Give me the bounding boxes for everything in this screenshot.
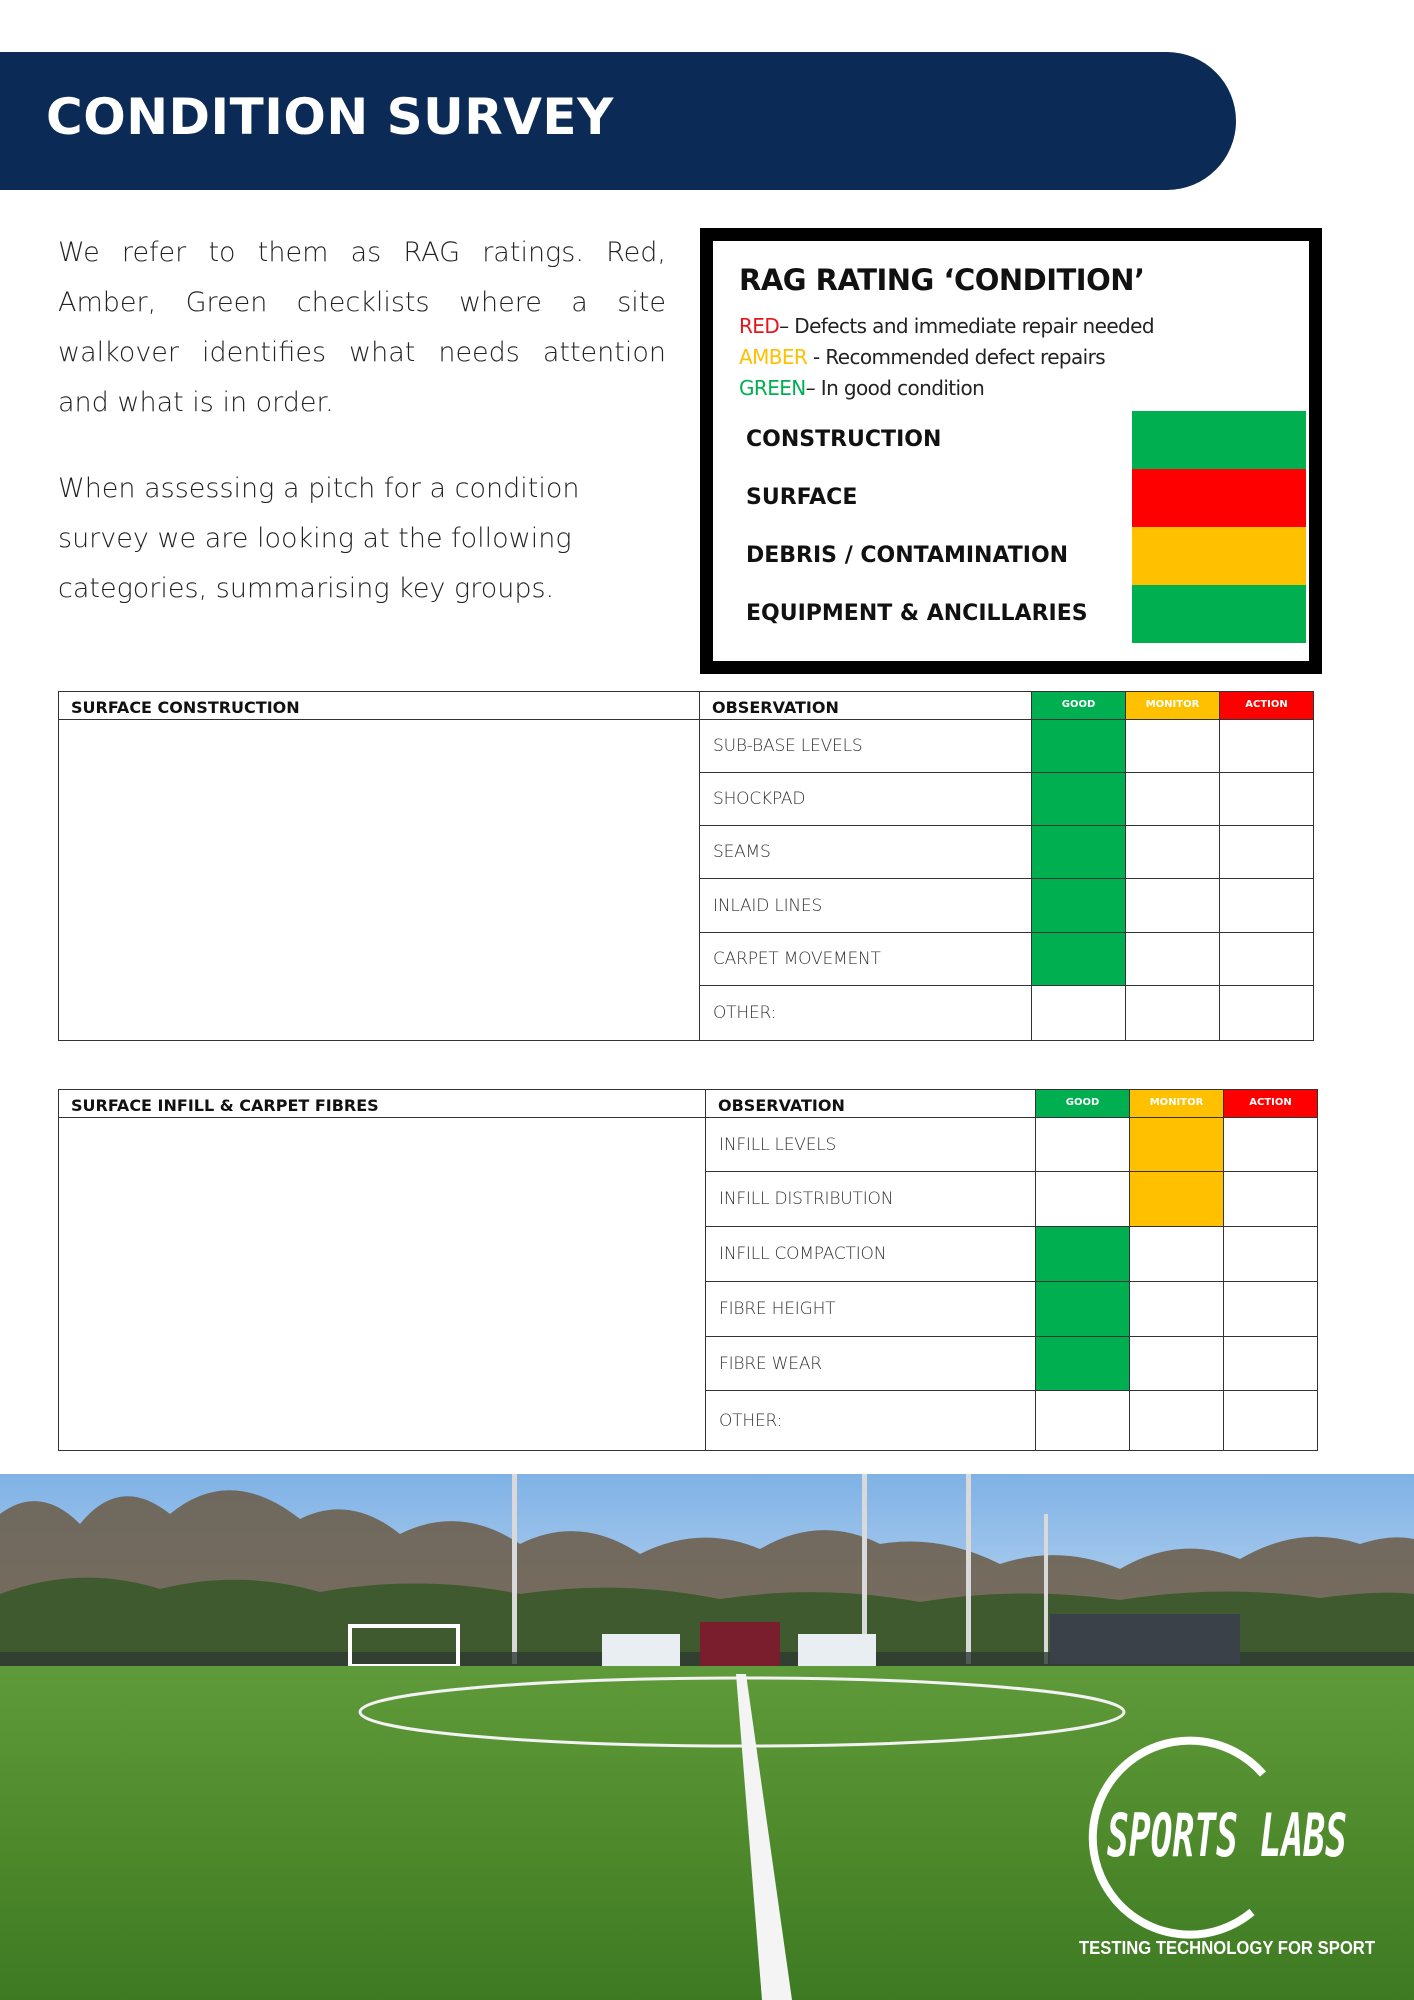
rag-category-row (713, 411, 1309, 469)
notes-cell[interactable] (59, 1118, 706, 1451)
rag-legend-red: RED– Defects and immediate repair needed (739, 314, 1154, 338)
monitor-header: MONITOR (1126, 692, 1220, 720)
rag-swatch (1132, 585, 1306, 643)
good-cell[interactable] (1032, 879, 1126, 933)
intro-paragraph-2: When assessing a pitch for a condition survey we are looking at the following categories, summarising key groups. (58, 473, 580, 604)
observation-cell: INFILL COMPACTION (706, 1227, 1036, 1282)
logo-name: SPORTS LABS (1107, 1801, 1347, 1871)
logo-tagline: TESTING TECHNOLOGY FOR SPORT (1079, 1938, 1376, 1958)
monitor-cell[interactable] (1130, 1337, 1224, 1391)
rag-category-label: CONSTRUCTION (746, 427, 942, 452)
surface-infill-table (58, 1089, 1318, 1451)
rag-swatch (1132, 469, 1306, 527)
good-cell[interactable] (1032, 986, 1126, 1041)
action-header: ACTION (1224, 1090, 1318, 1118)
notes-cell[interactable] (59, 720, 700, 1041)
action-cell[interactable] (1220, 879, 1314, 933)
observation-cell: FIBRE HEIGHT (706, 1282, 1036, 1337)
pitch-illustration (0, 1474, 1414, 2000)
good-cell[interactable] (1032, 826, 1126, 879)
observation-header: OBSERVATION (706, 1090, 1036, 1118)
dugout (798, 1634, 876, 1666)
good-cell[interactable] (1032, 720, 1126, 773)
action-cell[interactable] (1220, 986, 1314, 1041)
action-cell[interactable] (1220, 720, 1314, 773)
good-header: GOOD (1032, 692, 1126, 720)
action-cell[interactable] (1224, 1337, 1318, 1391)
floodlight-pole (1044, 1514, 1048, 1664)
action-cell[interactable] (1224, 1118, 1318, 1172)
observation-cell: SHOCKPAD (700, 773, 1032, 826)
rag-category-row (713, 469, 1309, 527)
observation-header: OBSERVATION (700, 692, 1032, 720)
action-cell[interactable] (1220, 933, 1314, 986)
stand (700, 1622, 780, 1666)
observation-cell: CARPET MOVEMENT (700, 933, 1032, 986)
rag-category-row (713, 585, 1309, 643)
observation-cell: SEAMS (700, 826, 1032, 879)
floodlight-pole (512, 1474, 517, 1664)
table-row (59, 720, 1314, 773)
rag-swatch (1132, 527, 1306, 585)
rag-legend (739, 311, 1154, 404)
monitor-cell[interactable] (1126, 986, 1220, 1041)
action-cell[interactable] (1224, 1391, 1318, 1451)
observation-cell: INFILL DISTRIBUTION (706, 1172, 1036, 1227)
action-cell[interactable] (1224, 1172, 1318, 1227)
rag-swatch (1132, 411, 1306, 469)
rag-rating-panel (700, 228, 1322, 674)
monitor-cell[interactable] (1126, 826, 1220, 879)
monitor-cell[interactable] (1126, 933, 1220, 986)
rag-legend-green: GREEN– In good condition (739, 376, 985, 400)
good-cell[interactable] (1036, 1282, 1130, 1337)
good-cell[interactable] (1036, 1337, 1130, 1391)
table-row (59, 1118, 1318, 1172)
action-cell[interactable] (1224, 1282, 1318, 1337)
good-cell[interactable] (1036, 1227, 1130, 1282)
monitor-cell[interactable] (1126, 773, 1220, 826)
pitch-photo (0, 1474, 1414, 2000)
rag-category-list (713, 411, 1309, 643)
good-cell[interactable] (1036, 1391, 1130, 1451)
table-title: SURFACE CONSTRUCTION (59, 692, 700, 720)
stand (1050, 1614, 1240, 1664)
observation-cell: INFILL LEVELS (706, 1118, 1036, 1172)
floodlight-pole (966, 1474, 971, 1664)
good-cell[interactable] (1032, 933, 1126, 986)
rag-category-row (713, 527, 1309, 585)
rag-category-label: SURFACE (746, 485, 858, 510)
header-banner (0, 52, 1236, 190)
observation-cell: SUB-BASE LEVELS (700, 720, 1032, 773)
table-header-row (59, 1090, 1318, 1118)
monitor-cell[interactable] (1126, 720, 1220, 773)
action-cell[interactable] (1220, 826, 1314, 879)
rag-title: RAG RATING ‘CONDITION’ (739, 263, 1145, 297)
monitor-cell[interactable] (1130, 1391, 1224, 1451)
good-cell[interactable] (1036, 1172, 1130, 1227)
observation-cell: OTHER: (700, 986, 1032, 1041)
good-header: GOOD (1036, 1090, 1130, 1118)
monitor-cell[interactable] (1130, 1172, 1224, 1227)
table-header-row (59, 692, 1314, 720)
action-header: ACTION (1220, 692, 1314, 720)
rag-legend-amber: AMBER - Recommended defect repairs (739, 345, 1106, 369)
page-title: CONDITION SURVEY (46, 88, 614, 146)
rag-category-label: DEBRIS / CONTAMINATION (746, 543, 1069, 568)
dugout (602, 1634, 680, 1666)
intro-text (58, 228, 666, 650)
action-cell[interactable] (1224, 1227, 1318, 1282)
table-title: SURFACE INFILL & CARPET FIBRES (59, 1090, 706, 1118)
monitor-cell[interactable] (1126, 879, 1220, 933)
monitor-header: MONITOR (1130, 1090, 1224, 1118)
rag-category-label: EQUIPMENT & ANCILLARIES (746, 601, 1088, 626)
observation-cell: INLAID LINES (700, 879, 1032, 933)
surface-construction-table (58, 691, 1314, 1041)
action-cell[interactable] (1220, 773, 1314, 826)
observation-cell: OTHER: (706, 1391, 1036, 1451)
good-cell[interactable] (1036, 1118, 1130, 1172)
observation-cell: FIBRE WEAR (706, 1337, 1036, 1391)
monitor-cell[interactable] (1130, 1227, 1224, 1282)
good-cell[interactable] (1032, 773, 1126, 826)
monitor-cell[interactable] (1130, 1282, 1224, 1337)
monitor-cell[interactable] (1130, 1118, 1224, 1172)
intro-paragraph-1: We refer to them as RAG ratings. Red, Amber, Green checklists where a site walkover identifies what needs attention and what is in order. (58, 237, 666, 418)
